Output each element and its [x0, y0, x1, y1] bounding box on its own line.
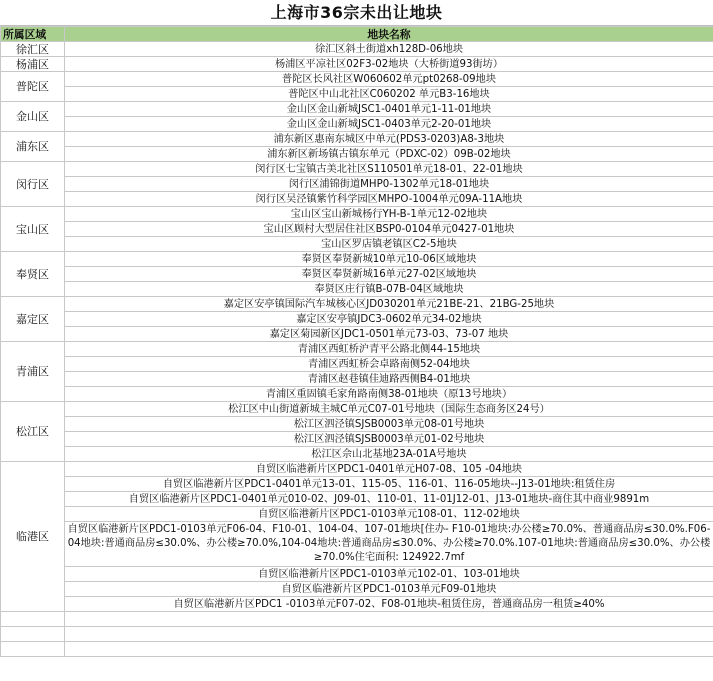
district-cell[interactable]: 嘉定区 [1, 297, 65, 342]
empty-row [1, 642, 713, 657]
plot-name-cell[interactable]: 自贸区临港新片区PDC1-0103单元102-01、103-01地块 [65, 567, 713, 582]
plot-name-cell[interactable]: 宝山区宝山新城杨行YH-B-1单元12-02地块 [65, 207, 713, 222]
table-body [1, 42, 713, 657]
table-row [1, 192, 713, 207]
table-row [1, 417, 713, 432]
plot-name-cell[interactable]: 松江区泗泾镇SJSB0003单元08-01号地块 [65, 417, 713, 432]
district-cell[interactable]: 普陀区 [1, 72, 65, 102]
table-row [1, 462, 713, 477]
plot-name-cell[interactable]: 闵行区七宝镇古美北社区S110501单元18-01、22-01地块 [65, 162, 713, 177]
plot-name-cell[interactable]: 青浦区西虹桥沪青平公路北侧44-15地块 [65, 342, 713, 357]
table-row [1, 207, 713, 222]
plot-name-cell[interactable]: 闵行区吴泾镇紫竹科学园区MHPO-1004单元09A-11A地块 [65, 192, 713, 207]
plot-name-cell[interactable]: 自贸区临港新片区PDC1-0401单元H07-08、105 -04地块 [65, 462, 713, 477]
plot-name-cell[interactable]: 金山区金山新城JSC1-0403单元2-20-01地块 [65, 117, 713, 132]
table-row [1, 432, 713, 447]
table-row [1, 117, 713, 132]
plot-name-cell[interactable]: 自贸区临港新片区PDC1-0401单元010-02、J09-01、110-01、11-01J12-01、J13-01地块-商住其中商业9891m [65, 492, 713, 507]
plot-name-cell[interactable]: 闵行区浦锦街道MHP0-1302单元18-01地块 [65, 177, 713, 192]
plot-name-cell[interactable]: 奉贤区奉贤新城16单元27-02区域地块 [65, 267, 713, 282]
table-row [1, 312, 713, 327]
table-row [1, 372, 713, 387]
column-header-district[interactable]: 所属区域 [1, 27, 65, 42]
district-cell[interactable]: 杨浦区 [1, 57, 65, 72]
table-row [1, 222, 713, 237]
plot-name-cell[interactable]: 普陀区中山北社区C060202 单元B3-16地块 [65, 87, 713, 102]
plot-name-cell[interactable]: 金山区金山新城JSC1-0401单元1-11-01地块 [65, 102, 713, 117]
plot-name-cell[interactable]: 嘉定区安亭镇JDC3-0602单元34-02地块 [65, 312, 713, 327]
table-row [1, 102, 713, 117]
district-cell[interactable]: 松江区 [1, 402, 65, 462]
empty-cell[interactable] [1, 627, 65, 642]
empty-cell[interactable] [1, 612, 65, 627]
table-row [1, 57, 713, 72]
table-row [1, 72, 713, 87]
empty-cell[interactable] [65, 612, 713, 627]
plot-name-cell[interactable]: 自贸区临港新片区PDC1-0401单元13-01、115-05、116-01、116-05地块--J13-01地块:租赁住房 [65, 477, 713, 492]
plot-name-cell[interactable]: 自贸区临港新片区PDC1-0103单元F06-04、F10-01、104-04、107-01地块[住办- F10-01地块:办公楼≥70.0%、普通商品房≤30.0%.F06-04地块:普通商品房≤30.0%、办公楼≥70.0%,104-04地块:普通商品房≤30.0%、办公楼≥70.0%.107-01地块:普通商品房≤30.0%、办公楼≥70.0%住宅面积: 124922.7mf [65, 522, 713, 567]
plot-name-cell[interactable]: 自贸区临港新片区PDC1 -0103单元F07-02、F08-01地块-租赁住房，普通商品房一租赁≥40% [65, 597, 713, 612]
table-row [1, 522, 713, 567]
district-cell[interactable]: 徐汇区 [1, 42, 65, 57]
table-row [1, 582, 713, 597]
plot-name-cell[interactable]: 浦东新区新场镇古镇东单元（PDXC-02）09B-02地块 [65, 147, 713, 162]
plot-name-cell[interactable]: 青浦区赵巷镇佳迪路西侧B4-01地块 [65, 372, 713, 387]
plot-name-cell[interactable]: 宝山区罗店镇老镇区C2-5地块 [65, 237, 713, 252]
plot-name-cell[interactable]: 松江区中山街道新城主城C单元C07-01号地块（国际生态商务区24号） [65, 402, 713, 417]
table-row [1, 342, 713, 357]
plot-name-cell[interactable]: 杨浦区平凉社区02F3-02地块（大桥街道93街坊） [65, 57, 713, 72]
table-row [1, 297, 713, 312]
plot-name-cell[interactable]: 松江区佘山北基地23A-01A号地块 [65, 447, 713, 462]
table-row [1, 357, 713, 372]
column-header-plot[interactable]: 地块名称 [65, 27, 713, 42]
plot-name-cell[interactable]: 普陀区长风社区W060602单元pt0268-09地块 [65, 72, 713, 87]
plot-name-cell[interactable]: 宝山区顾村大型居住社区BSP0-0104单元0427-01地块 [65, 222, 713, 237]
plot-name-cell[interactable]: 浦东新区惠南东城区中单元(PDS3-0203)A8-3地块 [65, 132, 713, 147]
land-plot-table [0, 26, 713, 657]
district-cell[interactable]: 临港区 [1, 462, 65, 612]
plot-name-cell[interactable]: 徐汇区斜土街道xh128D-06地块 [65, 42, 713, 57]
plot-name-cell[interactable]: 自贸区临港新片区PDC1-0103单元F09-01地块 [65, 582, 713, 597]
plot-name-cell[interactable]: 奉贤区奉贤新城10单元10-06区域地块 [65, 252, 713, 267]
table-row [1, 42, 713, 57]
table-row [1, 567, 713, 582]
plot-name-cell[interactable]: 松江区泗泾镇SJSB0003单元01-02号地块 [65, 432, 713, 447]
table-row [1, 132, 713, 147]
table-row [1, 267, 713, 282]
plot-name-cell[interactable]: 奉贤区庄行镇B-07B-04区域地块 [65, 282, 713, 297]
district-cell[interactable]: 金山区 [1, 102, 65, 132]
plot-name-cell[interactable]: 嘉定区安亭镇国际汽车城核心区JD030201单元21BE-21、21BG-25地块 [65, 297, 713, 312]
table-row [1, 87, 713, 102]
plot-name-cell[interactable]: 青浦区重固镇毛家角路南侧38-01地块（原13号地块） [65, 387, 713, 402]
table-row [1, 177, 713, 192]
table-row [1, 492, 713, 507]
empty-row [1, 627, 713, 642]
table-row [1, 162, 713, 177]
table-row [1, 282, 713, 297]
table-row [1, 252, 713, 267]
table-row [1, 597, 713, 612]
district-cell[interactable]: 闵行区 [1, 162, 65, 207]
plot-name-cell[interactable]: 自贸区临港新片区PDC1-0103单元108-01、112-02地块 [65, 507, 713, 522]
table-row [1, 402, 713, 417]
empty-cell[interactable] [65, 642, 713, 657]
district-cell[interactable]: 宝山区 [1, 207, 65, 252]
table-row [1, 507, 713, 522]
district-cell[interactable]: 奉贤区 [1, 252, 65, 297]
table-row [1, 447, 713, 462]
table-row [1, 477, 713, 492]
empty-row [1, 612, 713, 627]
table-row [1, 327, 713, 342]
header-row [1, 27, 713, 42]
plot-name-cell[interactable]: 嘉定区菊园新区JDC1-0501单元73-03、73-07 地块 [65, 327, 713, 342]
plot-name-cell[interactable]: 青浦区西虹桥会卓路南侧52-04地块 [65, 357, 713, 372]
empty-cell[interactable] [65, 627, 713, 642]
table-row [1, 237, 713, 252]
empty-cell[interactable] [1, 642, 65, 657]
district-cell[interactable]: 浦东区 [1, 132, 65, 162]
table-row [1, 387, 713, 402]
district-cell[interactable]: 青浦区 [1, 342, 65, 402]
sheet-title: 上海市36宗未出让地块 [0, 0, 713, 26]
table-row [1, 147, 713, 162]
